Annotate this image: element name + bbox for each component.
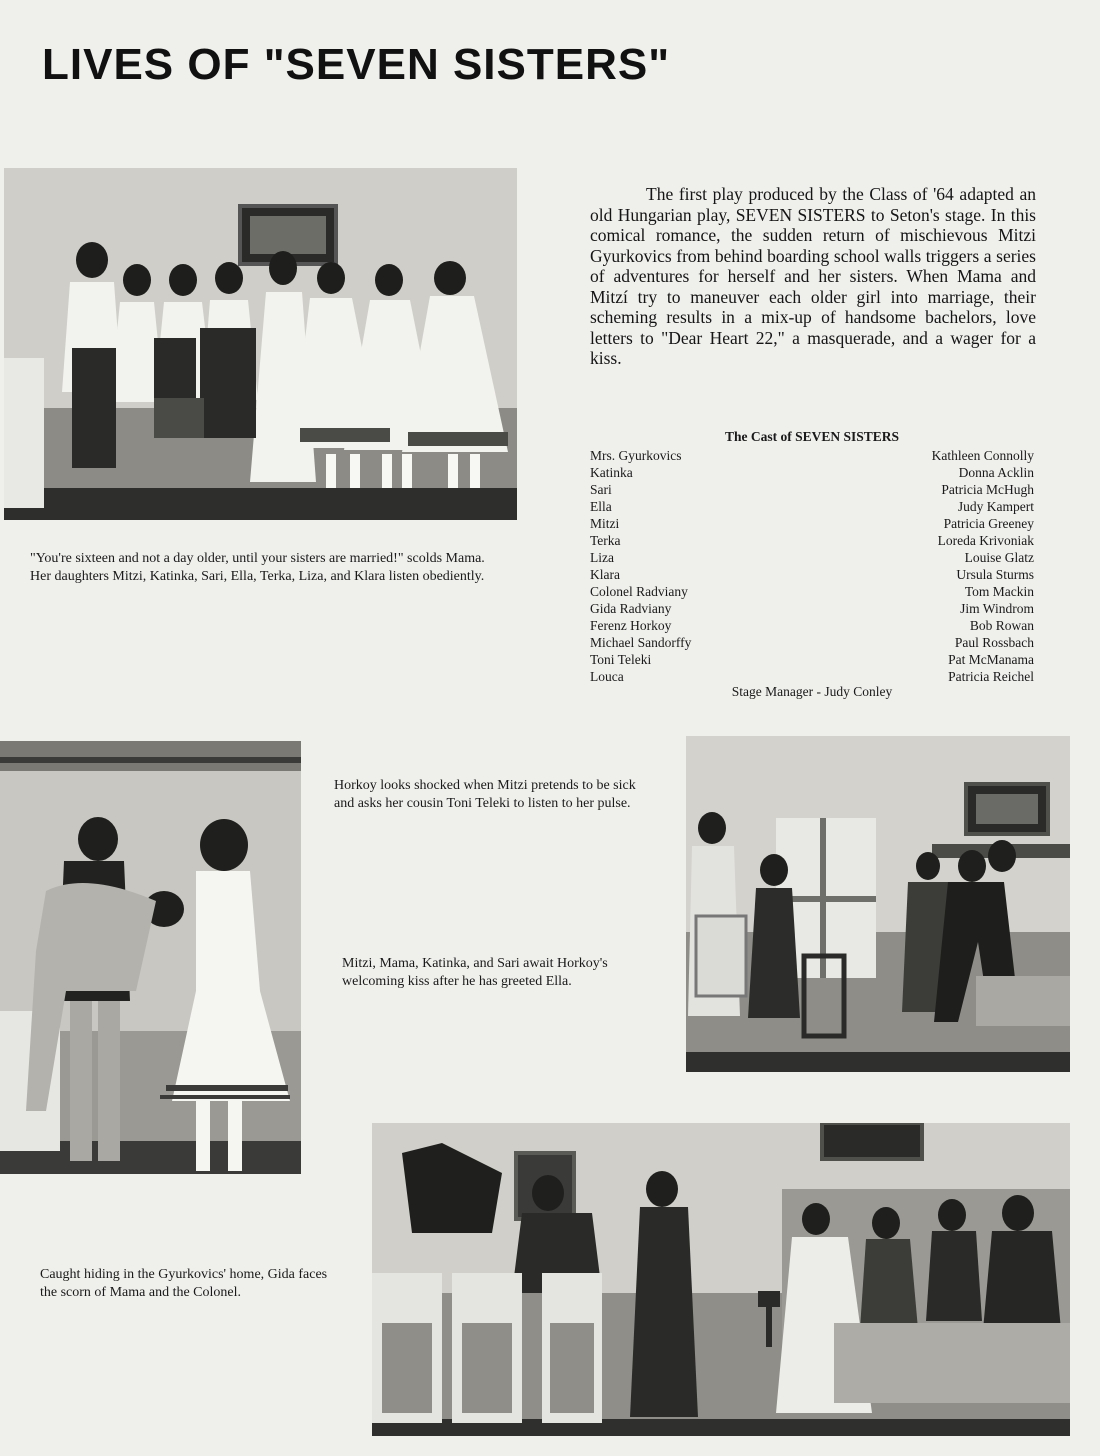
cast-row: [590, 617, 1034, 634]
cast-actor: Pat McManama: [948, 652, 1034, 667]
cast-row: [590, 447, 1034, 464]
cast-role: Louca: [590, 669, 624, 684]
cast-row: [590, 532, 1034, 549]
cast-row: [590, 668, 1034, 685]
cast-role: Sari: [590, 482, 612, 497]
stage-photo-horkoy-pulse: [0, 741, 301, 1174]
cast-row: [590, 583, 1034, 600]
cast-role: Michael Sandorffy: [590, 635, 692, 650]
cast-row: [590, 549, 1034, 566]
cast-row: [590, 481, 1034, 498]
cast-row: [590, 600, 1034, 617]
stage-photo-welcoming-kiss: [686, 736, 1070, 1072]
cast-role: Mrs. Gyurkovics: [590, 448, 682, 463]
cast-actor: Patricia McHugh: [941, 482, 1034, 497]
page-title: LIVES OF "SEVEN SISTERS": [42, 40, 671, 89]
cast-row: [590, 634, 1034, 651]
stage-photo-gida-hiding: [372, 1123, 1070, 1436]
cast-actor: Ursula Sturms: [956, 567, 1034, 582]
cast-actor: Patricia Reichel: [948, 669, 1034, 684]
cast-actor: Bob Rowan: [969, 618, 1034, 633]
cast-role: Katinka: [590, 465, 633, 480]
cast-role: Terka: [590, 533, 621, 548]
caption-sisters: "You're sixteen and not a day older, until your sisters are married!" scolds Mama. Her daughters Mitzi, Katinka, Sari, Ella, Terka, Liza, and Klara listen obediently.: [30, 551, 485, 584]
cast-actor: Loreda Krivoniak: [937, 533, 1034, 548]
cast-role: Colonel Radviany: [590, 584, 688, 599]
cast-actor: Donna Acklin: [958, 465, 1034, 480]
intro-paragraph: The first play produced by the Class of '64 adapted an old Hungarian play, SEVEN SISTERS to Seton's stage. In this comical romance, the sudden return of mischievous Mitzi Gyurkovics from behind boarding school walls triggers a series of adventures for herself and her sisters. When Mama and Mitzí try to maneuver each older girl into marriage, their scheming results in a mix-up of handsome bachelors, love letters to "Dear Heart 22," a masquerade, and a wager for a kiss.: [590, 184, 1036, 368]
cast-list: [590, 447, 1034, 685]
caption-horkoy-pulse: Horkoy looks shocked when Mitzi pretends to be sick and asks her cousin Toni Teleki to listen to her pulse.: [334, 778, 636, 811]
cast-role: Mitzi: [590, 516, 620, 531]
stage-manager-credit: Stage Manager - Judy Conley: [731, 684, 893, 699]
cast-row: [590, 566, 1034, 583]
cast-role: Ferenz Horkoy: [590, 618, 672, 633]
cast-actor: Tom Mackin: [964, 584, 1034, 599]
cast-actor: Kathleen Connolly: [931, 448, 1034, 463]
cast-actor: Louise Glatz: [964, 550, 1034, 565]
cast-row: [590, 515, 1034, 532]
cast-actor: Patricia Greeney: [943, 516, 1034, 531]
cast-role: Toni Teleki: [590, 652, 652, 667]
stage-photo-sisters: [4, 168, 517, 520]
cast-role: Ella: [590, 499, 612, 514]
caption-welcoming-kiss: Mitzi, Mama, Katinka, and Sari await Horkoy's welcoming kiss after he has greeted Ella.: [342, 956, 608, 989]
cast-row: [590, 651, 1034, 668]
cast-role: Gida Radviany: [590, 601, 672, 616]
cast-actor: Paul Rossbach: [954, 635, 1034, 650]
cast-role: Klara: [590, 567, 620, 582]
cast-actor: Jim Windrom: [960, 601, 1034, 616]
cast-row: [590, 464, 1034, 481]
cast-row: [590, 498, 1034, 515]
cast-role: Liza: [590, 550, 614, 565]
caption-gida-hiding: Caught hiding in the Gyurkovics' home, Gida faces the scorn of Mama and the Colonel.: [40, 1267, 328, 1300]
cast-actor: Judy Kampert: [957, 499, 1034, 514]
cast-heading: The Cast of SEVEN SISTERS: [724, 429, 900, 444]
